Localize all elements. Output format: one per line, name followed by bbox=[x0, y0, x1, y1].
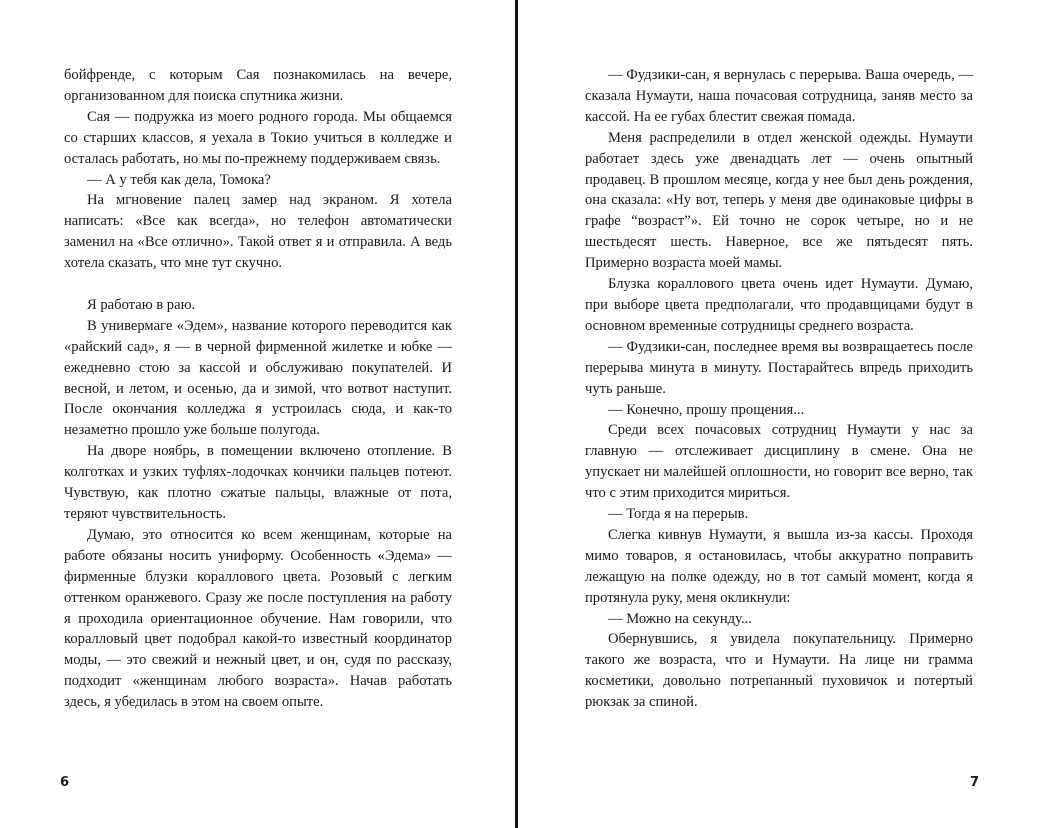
paragraph: Среди всех почасовых сотрудниц Нумаути у нас за главную — отслеживает дисциплину в смене. Она не упускает ни малейшей оплошности, но говорит все верно, так что с этим приходится мириться. bbox=[585, 422, 973, 502]
right-page-text bbox=[585, 65, 973, 713]
page-number-left: 6 bbox=[60, 775, 70, 790]
paragraph: — Фудзики-сан, последнее время вы возвращаетесь после перерыва минута в минуту. Постарайтесь впредь приходить чуть раньше. bbox=[585, 338, 973, 397]
paragraph: Блузка кораллового цвета очень идет Нумаути. Думаю, при выборе цвета предполагали, что продавщицами будут в основном временные сотрудницы среднего возраста. bbox=[585, 276, 973, 334]
paragraph: Слегка кивнув Нумаути, я вышла из-за кассы. Проходя мимо товаров, я остановилась, чтобы аккуратно поправить лежащую на полке одежду, но в тот самый момент, когда я протянула руку, меня окликнули: bbox=[585, 526, 973, 606]
paragraph: Думаю, это относится ко всем женщинам, которые на работе обязаны носить униформу. Особенность «Эдема» — фирменные блузки кораллового цвета. Розовый с легким оттенком оранжевого. Сразу же после поступления на работу я проходила ориентационное обучение. Нам говорили, что коралловый цвет подобрал какой-то известный координатор моды, — это свежий и нежный цвет, и он, судя по рассказу, подходит «женщинам любого возраста». Начав работать здесь, я убедилась в этом на своем опыте. bbox=[64, 526, 452, 711]
right-page bbox=[585, 65, 973, 713]
paragraph: На мгновение палец замер над экраном. Я хотела написать: «Все как всегда», но телефон автоматически заменил на «Все отлично». Такой ответ я и отправила. А ведь хотела сказать, что мне тут скучно. bbox=[64, 192, 452, 272]
paragraph: — Тогда я на перерыв. bbox=[608, 506, 749, 523]
paragraph: Сая — подружка из моего родного города. Мы общаемся со старших классов, я уехала в Токио учиться в колледже и осталась работать, но мы по-прежнему поддерживаем связь. bbox=[64, 108, 452, 167]
left-page-text bbox=[64, 65, 452, 713]
book-spine bbox=[515, 0, 518, 828]
paragraph: В универмаге «Эдем», название которого переводится как «райский сад», я — в черной фирменной жилетке и юбке — ежедневно стою за кассой и обслуживаю покупателей. И весной, и летом, и осенью, да и зимой, что вотвот наступит. После окончания колледжа я устроилась сюда, и как-то незаметно прошло уже больше полугода. bbox=[64, 317, 452, 439]
page-number-right: 7 bbox=[970, 775, 980, 790]
paragraph: На дворе ноябрь, в помещении включено отопление. В колготках и узких туфлях-лодочках кончики пальцев потеют. Чувствую, как плотно сжатые пальцы, влажные от пота, теряют чувствительность. bbox=[64, 443, 452, 523]
paragraph: — А у тебя как дела, Томока? bbox=[87, 171, 271, 188]
paragraph: — Можно на секунду... bbox=[608, 610, 752, 627]
paragraph: Обернувшись, я увидела покупательницу. Примерно такого же возраста, что и Нумаути. На лице ни грамма косметики, довольно потрепанный пуховичок и потертый рюкзак за спиной. bbox=[585, 631, 973, 711]
paragraph: — Фудзики-сан, я вернулась с перерыва. Ваша очередь, — сказала Нумаути, наша почасовая сотрудница, заняв место за кассой. На ее губах блестит свежая помада. bbox=[585, 67, 973, 125]
left-page bbox=[64, 65, 452, 713]
paragraph: Меня распределили в отдел женской одежды. Нумаути работает здесь уже двенадцать лет — очень опытный продавец. В прошлом месяце, когда у нее был день рождения, она сказала: «Ну вот, теперь у меня две одинаковые цифры в графе “возраст”». Ей точно не сорок четыре, но и не шестьдесят шесть. Наверное, все же пятьдесят пять. Примерно возраста моей мамы. bbox=[585, 129, 973, 272]
paragraph: — Конечно, прошу прощения... bbox=[608, 401, 805, 418]
paragraph: бойфренде, с которым Сая познакомилась на вечере, организованном для поиска спутника жизни. bbox=[64, 67, 452, 104]
paragraph: Я работаю в раю. bbox=[87, 296, 196, 313]
